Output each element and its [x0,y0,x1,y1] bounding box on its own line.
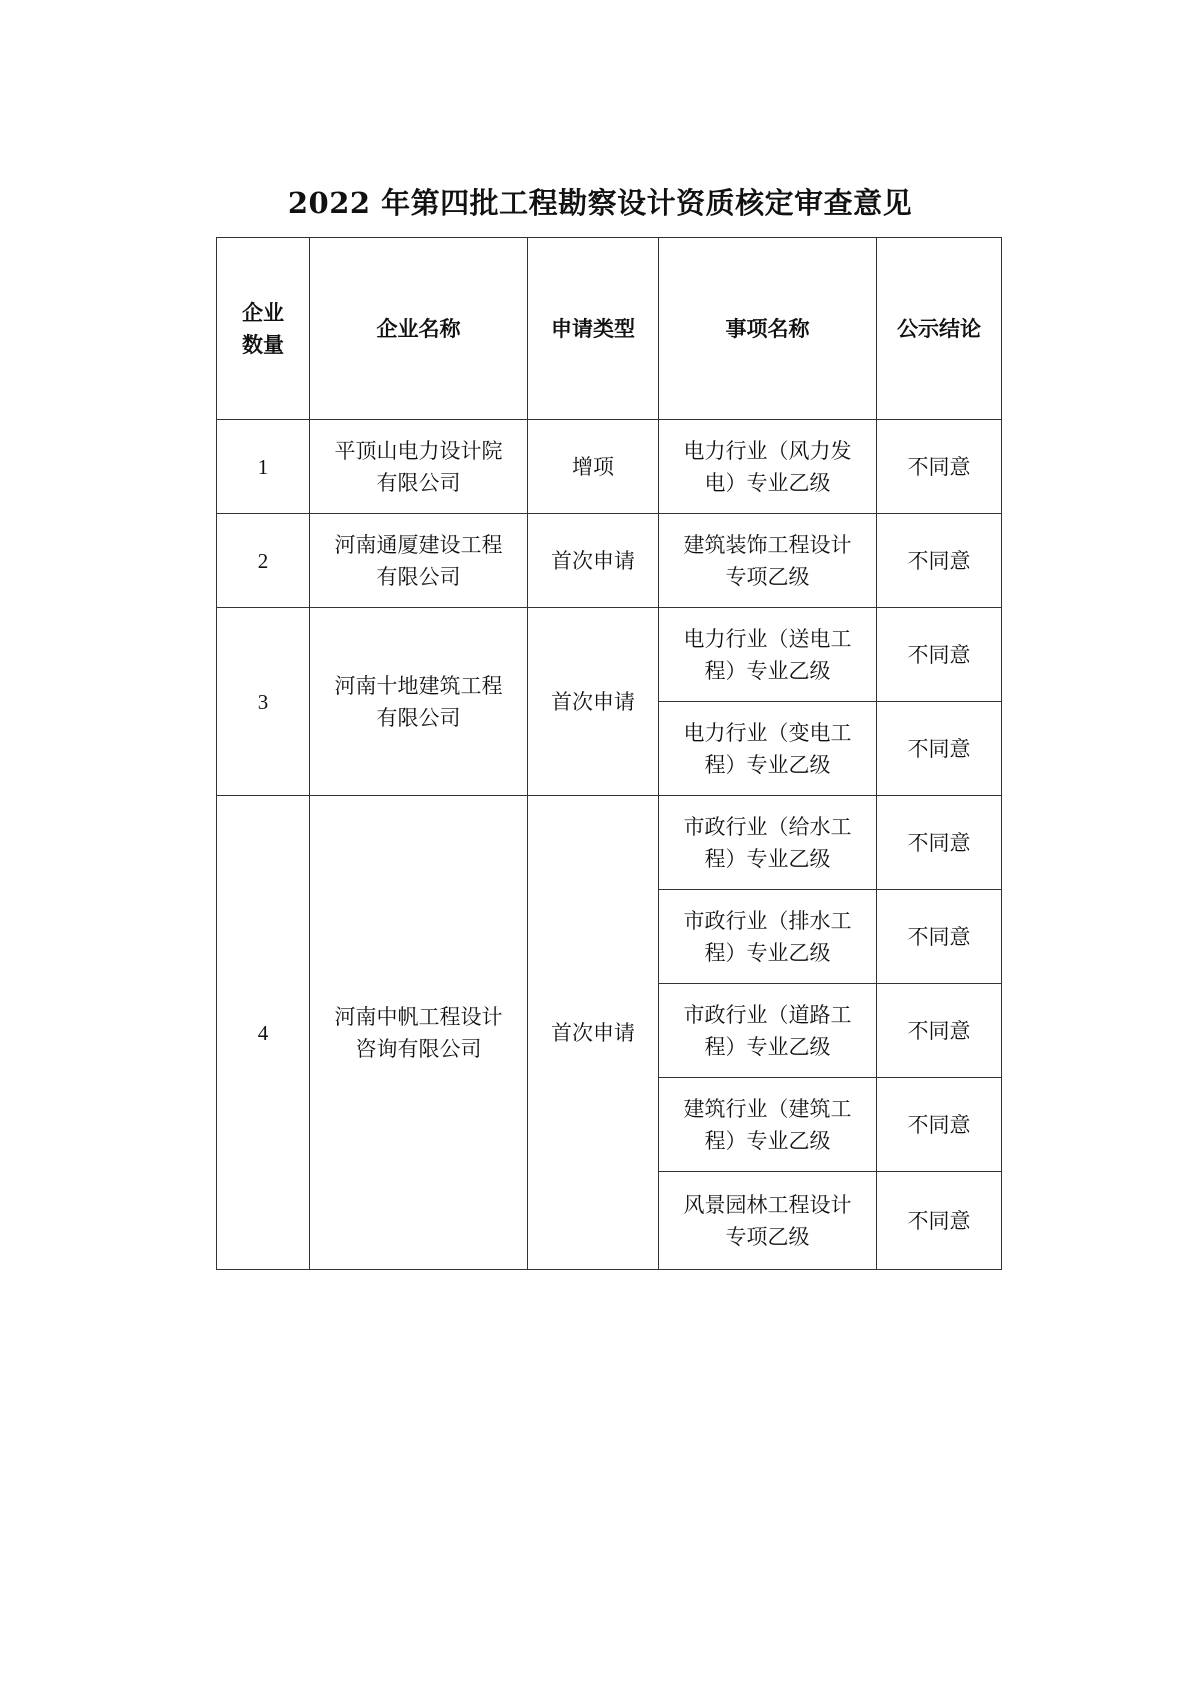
conclusion: 不同意 [877,514,1002,608]
application-type: 首次申请 [528,796,659,1270]
item-name: 电力行业（送电工程）专业乙级 [659,608,877,702]
table-row [217,514,1002,608]
item-name: 市政行业（道路工程）专业乙级 [659,984,877,1078]
company-name: 河南通厦建设工程有限公司 [310,514,528,608]
entry-index: 4 [217,796,310,1270]
entry-index: 1 [217,420,310,514]
conclusion: 不同意 [877,1078,1002,1172]
entry-index: 3 [217,608,310,796]
company-name: 平顶山电力设计院有限公司 [310,420,528,514]
table-row [217,608,1002,702]
page-title: 2022 年第四批工程勘察设计资质核定审查意见 [287,186,913,220]
item-name: 风景园林工程设计专项乙级 [659,1172,877,1270]
company-name: 河南中帆工程设计咨询有限公司 [310,796,528,1270]
conclusion: 不同意 [877,420,1002,514]
entry-index: 2 [217,514,310,608]
review-table [216,237,1002,1270]
header-item-name: 事项名称 [659,238,877,420]
conclusion: 不同意 [877,890,1002,984]
application-type: 首次申请 [528,608,659,796]
table-row [217,796,1002,890]
company-name: 河南十地建筑工程有限公司 [310,608,528,796]
conclusion: 不同意 [877,984,1002,1078]
item-name: 电力行业（风力发电）专业乙级 [659,420,877,514]
conclusion: 不同意 [877,608,1002,702]
conclusion: 不同意 [877,702,1002,796]
item-name: 电力行业（变电工程）专业乙级 [659,702,877,796]
item-name: 市政行业（排水工程）专业乙级 [659,890,877,984]
conclusion: 不同意 [877,796,1002,890]
application-type: 首次申请 [528,514,659,608]
item-name: 建筑装饰工程设计专项乙级 [659,514,877,608]
item-name: 市政行业（给水工程）专业乙级 [659,796,877,890]
header-company-name: 企业名称 [310,238,528,420]
header-application-type: 申请类型 [528,238,659,420]
application-type: 增项 [528,420,659,514]
header-conclusion: 公示结论 [877,238,1002,420]
table-row [217,420,1002,514]
item-name: 建筑行业（建筑工程）专业乙级 [659,1078,877,1172]
header-company-count: 企业数量 [217,238,310,420]
table-header-row [217,238,1002,420]
conclusion: 不同意 [877,1172,1002,1270]
